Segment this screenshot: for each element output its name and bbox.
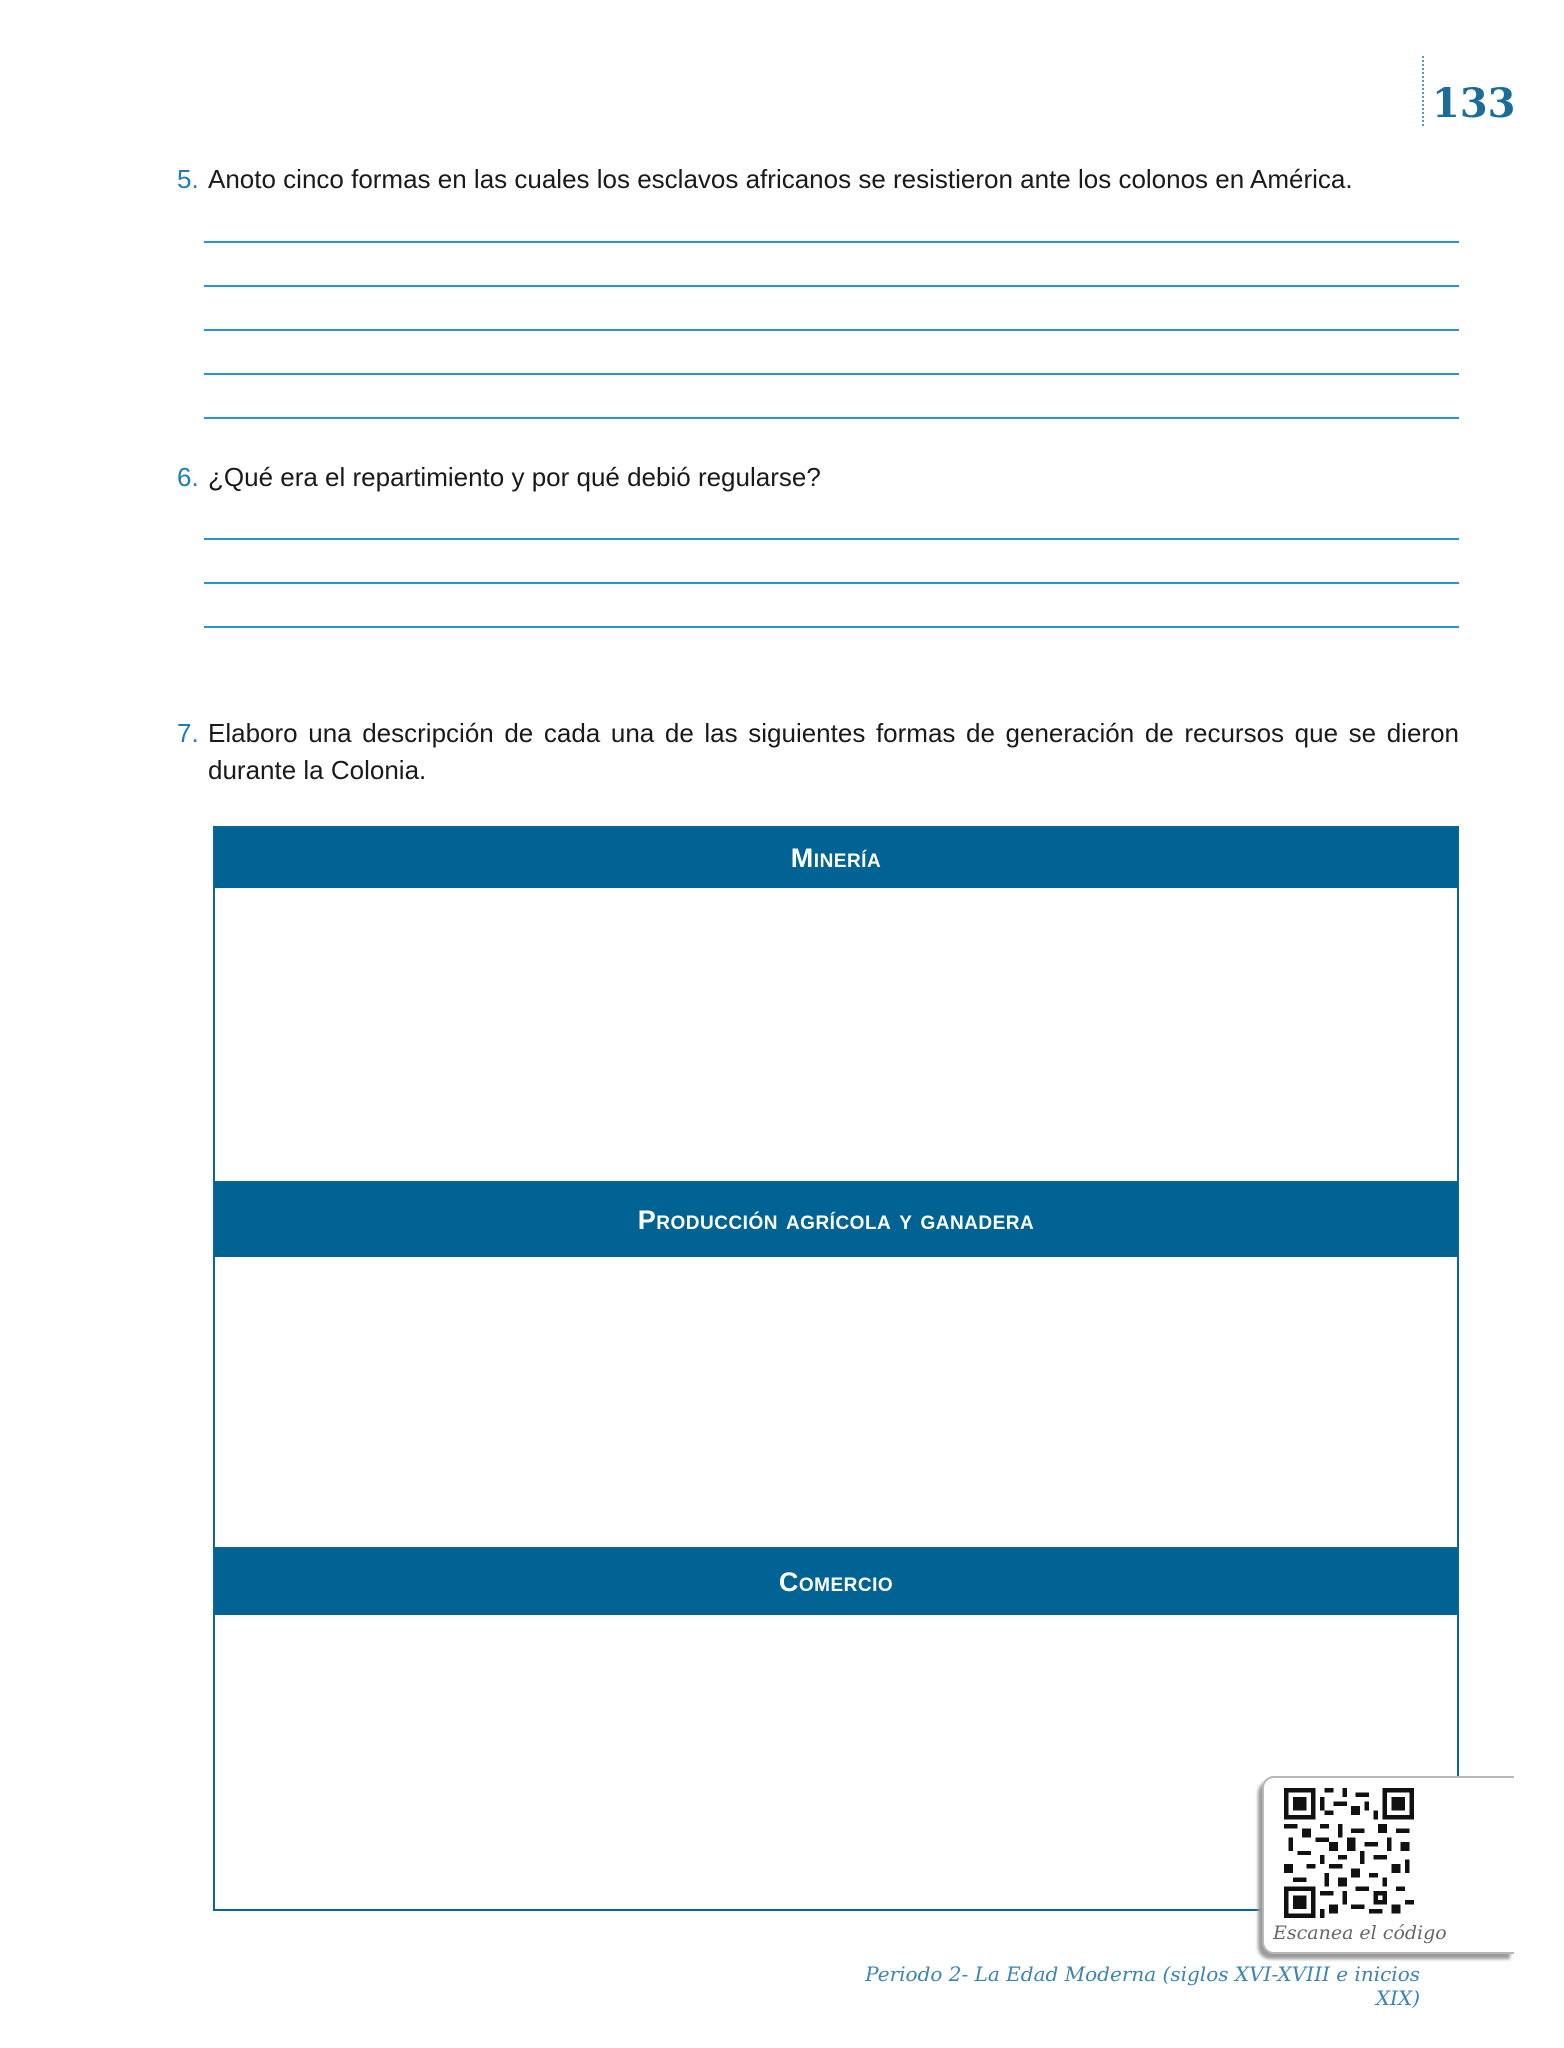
section-title: Comercio xyxy=(215,1549,1457,1615)
question-5 xyxy=(177,161,1459,198)
question-text: Anoto cinco formas en las cuales los esclavos africanos se resistieron ante los colonos en América. xyxy=(208,164,1353,194)
answer-line[interactable] xyxy=(204,538,1459,540)
answer-area[interactable] xyxy=(215,888,1457,1181)
question-6 xyxy=(177,459,1459,496)
qr-code-icon[interactable] xyxy=(1284,1788,1414,1918)
answer-line[interactable] xyxy=(204,417,1459,419)
answer-line[interactable] xyxy=(204,373,1459,375)
question-text: ¿Qué era el repartimiento y por qué debió regularse? xyxy=(208,462,821,492)
page-number-rule xyxy=(1422,56,1424,126)
question-number: 5. xyxy=(177,164,199,194)
section-produccion xyxy=(213,1181,1459,1550)
section-title: Minería xyxy=(215,828,1457,888)
question-7 xyxy=(177,715,1459,789)
section-mineria xyxy=(213,826,1459,1184)
qr-card[interactable] xyxy=(1262,1776,1514,1954)
question-text: Elaboro una descripción de cada una de las siguientes formas de generación de recursos que se dieron durante la Colonia. xyxy=(208,718,1459,785)
question-number: 6. xyxy=(177,462,199,492)
answer-line[interactable] xyxy=(204,241,1459,243)
question-number: 7. xyxy=(177,718,199,748)
section-title: Producción agrícola y ganadera xyxy=(215,1183,1457,1257)
answer-line[interactable] xyxy=(204,285,1459,287)
qr-caption: Escanea el código xyxy=(1273,1922,1447,1944)
page-number: 133 xyxy=(1432,80,1516,127)
answer-line[interactable] xyxy=(204,626,1459,628)
answer-line[interactable] xyxy=(204,329,1459,331)
answer-area[interactable] xyxy=(215,1257,1457,1547)
answer-line[interactable] xyxy=(204,582,1459,584)
footer-period: Periodo 2- La Edad Moderna (siglos XVI-XVIII e inicios XIX) xyxy=(865,1962,1420,2010)
